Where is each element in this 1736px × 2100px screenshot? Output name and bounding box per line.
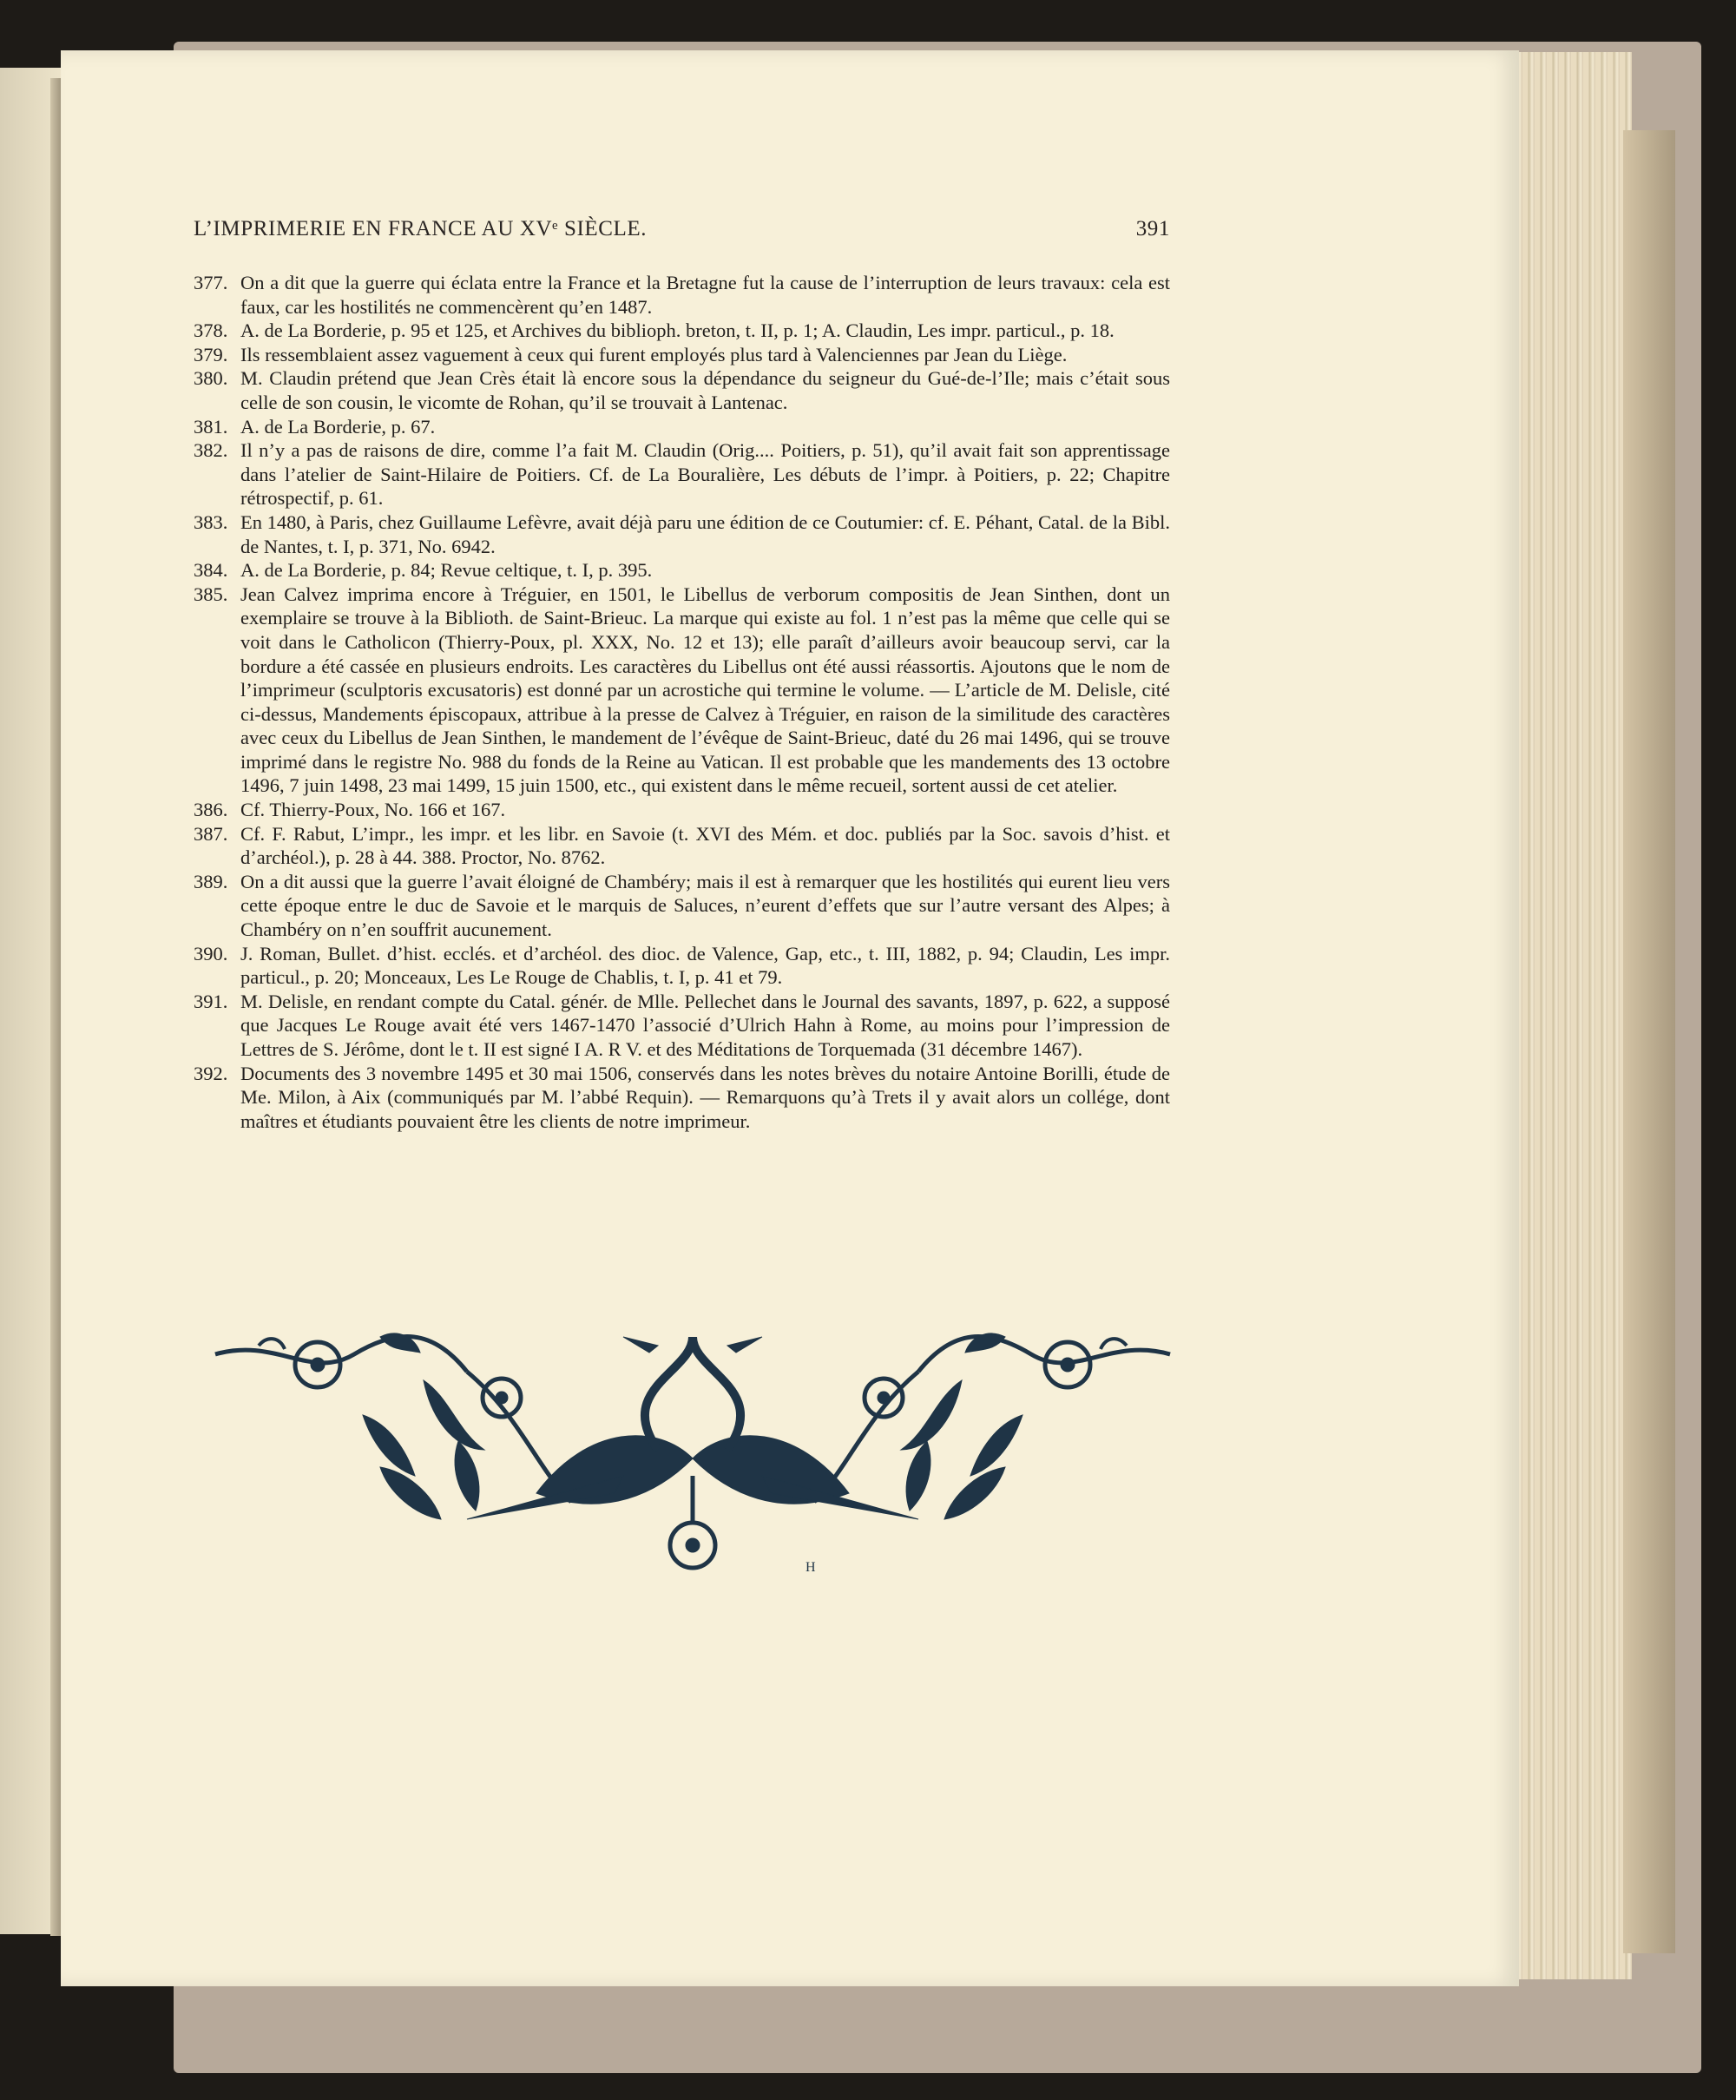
endnote-number: 384. [194,559,228,582]
endnote-number: 381. [194,415,228,438]
tailpiece-birds-vine-icon [207,1320,1179,1580]
endnote-text: A. de La Borderie, p. 84; Revue celtique, t. I, p. 395. [240,559,653,582]
running-title: L’IMPRIMERIE EN FRANCE AU XVᵉ SIÈCLE. [194,217,648,240]
endnote-392 [194,1062,1170,1134]
endnote-number: 391. [194,990,228,1012]
endnote-text: A. de La Borderie, p. 67. [240,415,436,438]
endnote-text: En 1480, à Paris, chez Guillaume Lefèvre, avait déjà paru une édition de ce Coutumier: cf. E. Péhant, Catal. de la Bibl. de Nantes, t. I, p. 371, No. 6942. [240,510,1170,557]
endnote-number: 385. [194,583,228,605]
endnote-385 [194,583,1170,798]
endnote-384 [194,558,1170,583]
endnote-377 [194,271,1170,319]
endnote-number: 387. [194,822,228,845]
endnote-number: 379. [194,343,228,365]
ornament-monogram: H [806,1560,816,1575]
endnote-number: 383. [194,510,228,533]
endnote-378 [194,319,1170,343]
endnote-text: Documents des 3 novembre 1495 et 30 mai 1506, conservés dans les notes brèves du notaire Antoine Borilli, étude de Me. Milon, à Aix (communiqués par M. l’abbé Requin). — Remarquons qu’à Trets il y avait alors un collége, dont maîtres et étudiants pouvaient être les clients de notre imprimeur. [240,1062,1170,1132]
endnote-text: Jean Calvez imprima encore à Tréguier, en 1501, le Libellus de verborum compositis de Jean Sinthen, dont un exemplaire se trouve à la Biblioth. de Saint-Brieuc. La marque qui existe au fol. 1 n’est pas la même que celle qui se voit dans le Catholicon (Thierry-Poux, pl. XXX, No. 12 et 13); elle paraît d’ailleurs avoir beaucoup servi, car la bordure a été cassée en plusieurs endroits. Les caractères du Libellus ont été aussi réassortis. Ajoutons que le nom de l’imprimeur (sculptoris excusatoris) est donné par un acrostiche qui termine le volume. — L’article de M. Delisle, cité ci-dessus, Mandements épiscopaux, attribue à la presse de Calvez à Tréguier, en raison de la similitude des caractères avec ceux du Libellus de Jean Sinthen, le mandement de l’évêque de Saint-Brieuc, daté du 26 mai 1496, qui se trouve imprimé dans le registre No. 988 du fonds de la Reine au Vatican. Il est probable que les mandements des 13 octobre 1496, 7 juin 1498, 23 mai 1499, 15 juin 1500, etc., qui existent dans le même recueil, sortent aussi de cet atelier. [240,583,1170,797]
endnote-386 [194,798,1170,822]
endnote-text: M. Delisle, en rendant compte du Catal. génér. de Mlle. Pellechet dans le Journal des savants, 1897, p. 622, a supposé que Jacques Le Rouge avait été vers 1467-1470 l’associé d’Ulrich Hahn à Rome, au moins pour l’impression de Lettres de S. Jérôme, dont le t. II est signé I A. R V. et des Méditations de Torquemada (31 décembre 1467). [240,990,1170,1060]
endnote-number: 377. [194,272,228,293]
endnotes-list [194,271,1170,1133]
endnote-text: Ils ressemblaient assez vaguement à ceux qui furent employés plus tard à Valenciennes par Jean du Liège. [240,343,1068,365]
endnote-number: 386. [194,799,228,821]
endnote-text: J. Roman, Bullet. d’hist. ecclés. et d’archéol. des dioc. de Valence, Gap, etc., t. III, 1882, p. 94; Claudin, Les impr. particul., p. 20; Monceaux, Les Le Rouge de Chablis, t. I, p. 41 et 79. [240,942,1170,989]
endnote-number: 382. [194,439,228,462]
endnote-text: On a dit que la guerre qui éclata entre la France et la Bretagne fut la cause de l’interruption de leurs travaux: cela est faux, car les hostilités ne commencèrent qu’en 1487. [240,272,1170,318]
endnote-number: 378. [194,319,228,342]
endnote-number: 380. [194,367,228,390]
endnote-text: On a dit aussi que la guerre l’avait éloigné de Chambéry; mais il est à remarquer que les hostilités qui eurent lieu vers cette époque entre le duc de Savoie et le marquis de Saluces, n’eurent d’effets que sur l’autre versant des Alpes; à Chambéry on n’en souffrit aucunement. [240,870,1170,941]
endnote-text: M. Claudin prétend que Jean Crès était là encore sous la dépendance du seigneur du Gué-de-l’Ile; mais c’était sous celle de son cousin, le vicomte de Rohan, qu’il se trouvait à Lantenac. [240,367,1170,413]
endnote-number: 390. [194,942,228,964]
endnote-text: Cf. F. Rabut, L’impr., les impr. et les libr. en Savoie (t. XVI des Mém. et doc. publiés par la Soc. savois d’hist. et d’archéol.), p. 28 à 44. 388. Proctor, No. 8762. [240,822,1170,869]
endnote-text: Cf. Thierry-Poux, No. 166 et 167. [240,799,506,821]
page-number: 391 [1135,217,1170,240]
endnote-380 [194,366,1170,414]
endnote-379 [194,343,1170,367]
endnote-391 [194,990,1170,1062]
endnote-number: 392. [194,1062,228,1084]
endnote-383 [194,510,1170,558]
endnote-text: A. de La Borderie, p. 95 et 125, et Archives du biblioph. breton, t. II, p. 1; A. Claudin, Les impr. particul., p. 18. [240,319,1115,342]
endnote-382 [194,438,1170,510]
page-edges [1510,52,1632,1979]
endnote-381 [194,415,1170,439]
endnote-387 [194,822,1170,870]
endnote-389 [194,870,1170,942]
endnote-number: 389. [194,870,228,892]
endnote-390 [194,942,1170,990]
page-edges-shadow [1623,130,1675,1953]
endnote-text: Il n’y a pas de raisons de dire, comme l’a fait M. Claudin (Orig.... Poitiers, p. 51), qu’il avait fait son apprentissage dans l’atelier de Saint-Hilaire de Poitiers. Cf. de La Bouralière, Les débuts de l’impr. à Poitiers, p. 22; Chapitre rétrospectif, p. 61. [240,439,1170,510]
